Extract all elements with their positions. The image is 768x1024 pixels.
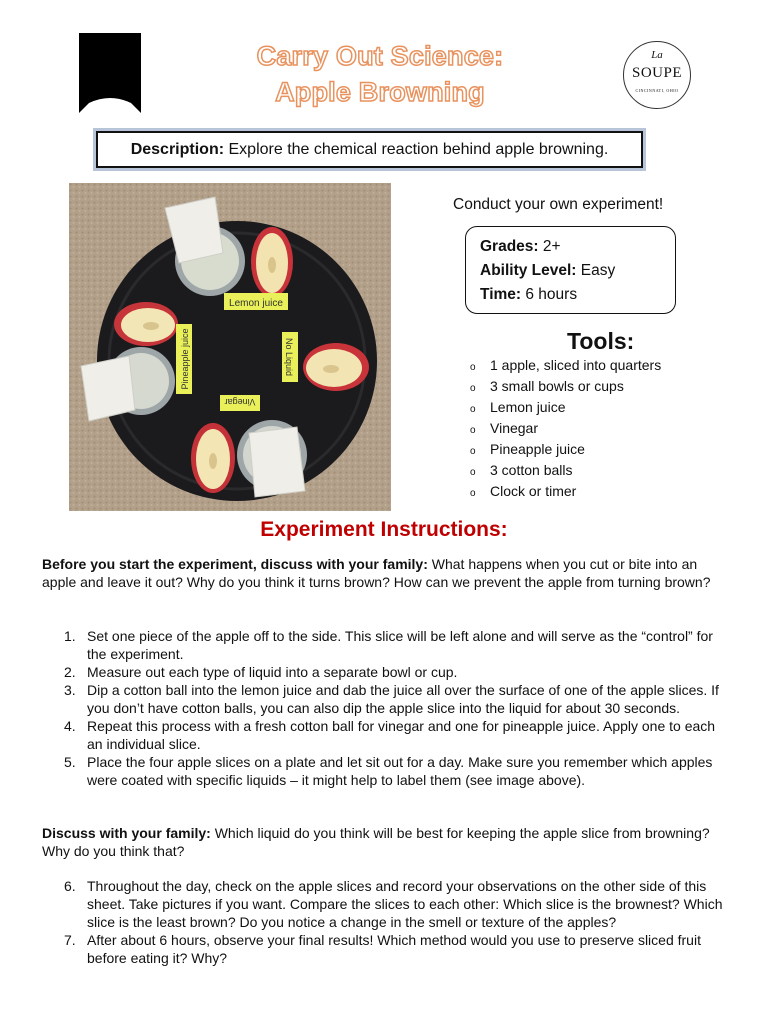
tools-list-item <box>470 440 661 461</box>
page-title <box>180 38 580 110</box>
cmc-logo <box>79 33 141 113</box>
bullet-icon: o <box>470 488 476 499</box>
step-item <box>42 717 732 753</box>
step-text: Dip a cotton ball into the lemon juice and dab the juice all over the surface of one of the apple slices. If you don’t have cotton balls, you can also dip the apple slice into the liquid for about 30 seconds. <box>87 682 719 716</box>
tools-list <box>470 356 661 503</box>
experiment-photo-illustration <box>69 183 391 511</box>
step-item <box>42 753 732 789</box>
step-text: Set one piece of the apple off to the side. This slice will be left alone and will serve as the “control” for the experiment. <box>87 628 713 662</box>
bullet-icon: o <box>470 383 476 394</box>
grades-row <box>480 235 661 259</box>
time-row <box>480 283 661 307</box>
step-item <box>42 663 732 681</box>
apple-slice-top <box>251 227 293 297</box>
ability-row <box>480 259 661 283</box>
tool-label: Vinegar <box>490 420 539 436</box>
step-number: 4. <box>64 718 76 734</box>
step-item <box>42 877 732 931</box>
tools-list-item <box>470 377 661 398</box>
la-soupe-logo-la: La <box>651 49 663 61</box>
tools-list-item <box>470 398 661 419</box>
apple-slice-bottom <box>191 423 235 493</box>
step-item <box>42 627 732 663</box>
apple-slice-right <box>303 343 369 391</box>
title-line-2: Apple Browning <box>275 77 485 107</box>
experiment-photo <box>69 183 391 511</box>
tool-label: Clock or timer <box>490 483 577 499</box>
intro-label: Before you start the experiment, discuss with your family: <box>42 556 428 572</box>
ability-value: Easy <box>576 262 616 279</box>
step-text: After about 6 hours, observe your final results! Which method would you use to preserve sliced fruit before eating it? Why? <box>87 932 701 966</box>
tool-label: 3 small bowls or cups <box>490 378 624 394</box>
discuss-paragraph <box>42 824 732 860</box>
label-no-liquid-text: No Liquid <box>284 337 294 377</box>
time-label: Time: <box>480 286 522 303</box>
step-item <box>42 931 732 967</box>
step-text: Place the four apple slices on a plate and let sit out for a day. Make sure you remember which apples were coated with specific liquids – it might help to label them (see image above). <box>87 754 713 788</box>
ability-label: Ability Level: <box>480 262 577 279</box>
bullet-icon: o <box>470 404 476 415</box>
step-number: 7. <box>64 932 76 948</box>
discuss-text: Which liquid do you think will be best for keeping the apple slice from browning? Why do you think that? <box>42 825 710 859</box>
la-soupe-logo-name: SOUPE <box>631 65 682 81</box>
step-item <box>42 681 732 717</box>
bullet-icon: o <box>470 362 476 373</box>
bullet-icon: o <box>470 467 476 478</box>
description-text: Explore the chemical reaction behind apple browning. <box>224 141 609 158</box>
tool-label: Lemon juice <box>490 399 566 415</box>
tool-label: Pineapple juice <box>490 441 585 457</box>
step-number: 1. <box>64 628 76 644</box>
tools-list-item <box>470 419 661 440</box>
steps-list-a <box>42 627 732 789</box>
label-pineapple-juice <box>176 324 192 394</box>
label-vinegar <box>220 395 260 411</box>
la-soupe-logo-sub: CINCINNATI, OHIO <box>635 88 679 93</box>
apple-slice-left <box>114 302 178 346</box>
step-number: 6. <box>64 878 76 894</box>
tools-heading: Tools: <box>567 328 635 354</box>
la-soupe-logo <box>623 41 691 109</box>
label-lemon-juice <box>224 293 288 310</box>
tool-label: 1 apple, sliced into quarters <box>490 357 662 373</box>
cmc-logo-text: CMC <box>98 99 122 110</box>
grades-label: Grades: <box>480 238 539 255</box>
discuss-label: Discuss with your family: <box>42 825 211 841</box>
time-value: 6 hours <box>521 286 578 303</box>
step-text: Measure out each type of liquid into a separate bowl or cup. <box>87 664 458 680</box>
tool-label: 3 cotton balls <box>490 462 573 478</box>
tools-list-item <box>470 482 661 503</box>
label-lemon-juice-text: Lemon juice <box>229 298 283 309</box>
intro-text: What happens when you cut or bite into an apple and leave it out? Why do you think it turns brown? How can we prevent the apple from turning brown? <box>42 556 711 590</box>
steps-list-b <box>42 877 732 967</box>
description-label: Description: <box>130 141 225 158</box>
info-box <box>465 226 676 314</box>
intro-paragraph <box>42 555 732 591</box>
label-no-liquid <box>282 332 298 382</box>
grades-value: 2+ <box>538 238 561 255</box>
tools-list-item <box>470 461 661 482</box>
step-text: Repeat this process with a fresh cotton ball for vinegar and one for pineapple juice. Apply one to each an individual slice. <box>87 718 716 752</box>
bullet-icon: o <box>470 425 476 436</box>
instructions-heading: Experiment Instructions: <box>260 518 508 541</box>
tools-list-item <box>470 356 661 377</box>
description-box <box>96 131 643 168</box>
step-number: 5. <box>64 754 76 770</box>
label-vinegar-text: Vinegar <box>224 397 256 407</box>
step-text: Throughout the day, check on the apple slices and record your observations on the other side of this sheet. Take pictures if you want. Compare the slices to each other: Which slice is the brownest? Which slice is the least brown? Do you notice a change in the smell or texture of the apples? <box>87 878 723 930</box>
step-number: 3. <box>64 682 76 698</box>
label-pineapple-juice-text: Pineapple juice <box>180 328 190 390</box>
conduct-tagline: Conduct your own experiment! <box>453 196 664 213</box>
title-line-1: Carry Out Science: <box>256 41 504 71</box>
step-number: 2. <box>64 664 76 680</box>
bullet-icon: o <box>470 446 476 457</box>
